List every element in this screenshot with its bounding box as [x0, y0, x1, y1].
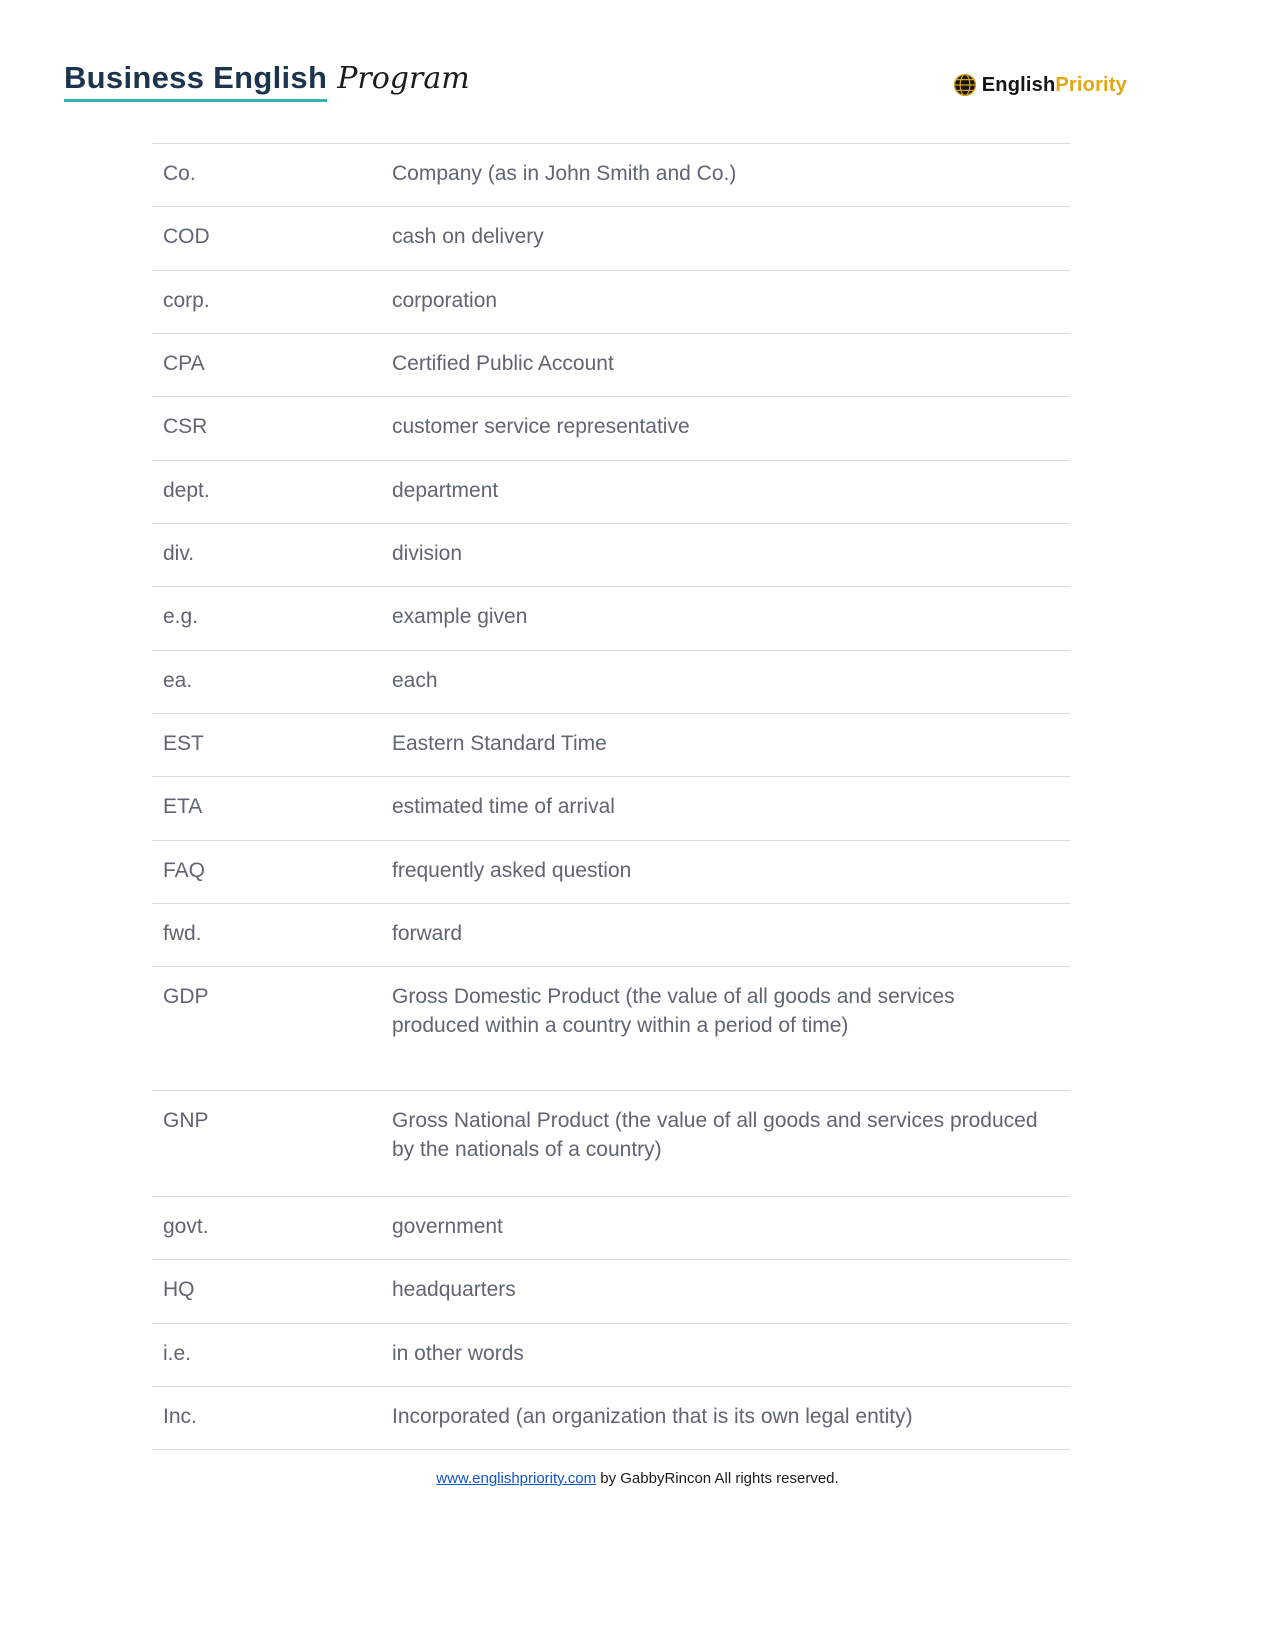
brand-script-word: Program	[337, 61, 470, 96]
abbreviation-cell: FAQ	[163, 858, 206, 882]
table-row	[152, 206, 1070, 269]
abbreviation-cell: ea.	[163, 668, 193, 692]
meaning-cell: cash on delivery	[392, 225, 544, 249]
meaning-cell: Certified Public Account	[392, 352, 614, 376]
abbreviation-cell: div.	[163, 542, 195, 566]
table-row	[152, 460, 1070, 523]
abbreviation-cell: ETA	[163, 795, 203, 819]
table-row	[152, 523, 1070, 586]
englishpriority-logo	[952, 72, 1127, 98]
table-row	[152, 396, 1070, 459]
abbreviation-cell: i.e.	[163, 1341, 192, 1365]
meaning-cell: frequently asked question	[392, 858, 632, 882]
meaning-cell: Gross Domestic Product (the value of all goods and services produced within a country within a period of time)	[392, 985, 955, 1037]
meaning-cell: example given	[392, 605, 528, 629]
table-row	[152, 270, 1070, 333]
abbreviation-cell: COD	[163, 225, 210, 249]
abbreviation-cell: corp.	[163, 288, 210, 312]
abbreviation-cell: GDP	[163, 985, 209, 1009]
table-row	[152, 1323, 1070, 1386]
table-row	[152, 1259, 1070, 1322]
meaning-cell: Eastern Standard Time	[392, 732, 607, 756]
meaning-cell: division	[392, 542, 463, 566]
table-row	[152, 1386, 1070, 1449]
abbreviation-cell: Co.	[163, 162, 196, 185]
meaning-cell: corporation	[392, 288, 498, 312]
meaning-cell: each	[392, 668, 438, 692]
abbreviation-cell: HQ	[163, 1278, 195, 1302]
meaning-cell: Incorporated (an organization that is its own legal entity)	[392, 1404, 913, 1428]
table-row	[152, 586, 1070, 649]
table-row	[152, 650, 1070, 713]
meaning-cell: Company (as in John Smith and Co.)	[392, 162, 737, 185]
abbreviations-table	[152, 143, 1070, 1450]
meaning-cell: estimated time of arrival	[392, 795, 615, 819]
table-row	[152, 1196, 1070, 1259]
brand-title: Business English	[64, 60, 327, 102]
abbreviation-cell: GNP	[163, 1109, 209, 1133]
abbreviation-cell: CPA	[163, 352, 205, 376]
page-footer	[0, 1470, 1275, 1487]
table-row	[152, 966, 1070, 1090]
meaning-cell: department	[392, 478, 499, 502]
table-row	[152, 143, 1070, 206]
abbreviation-cell: dept.	[163, 478, 210, 502]
table-row	[152, 333, 1070, 396]
abbreviation-cell: govt.	[163, 1214, 209, 1238]
table-row	[152, 840, 1070, 903]
meaning-cell: forward	[392, 922, 463, 946]
brand-name-priority: Priority	[1055, 73, 1127, 96]
globe-icon	[952, 72, 978, 98]
abbreviation-cell: CSR	[163, 415, 208, 439]
footer-link[interactable]: www.englishpriority.com	[436, 1470, 597, 1487]
table-row	[152, 1090, 1070, 1196]
abbreviation-cell: EST	[163, 732, 204, 756]
meaning-cell: Gross National Product (the value of all goods and services produced by the nationals of a country)	[392, 1109, 1038, 1161]
table-row	[152, 903, 1070, 966]
meaning-cell: government	[392, 1214, 503, 1238]
table-row	[152, 776, 1070, 839]
meaning-cell: customer service representative	[392, 415, 690, 439]
abbreviation-cell: fwd.	[163, 922, 202, 946]
business-english-program-logo	[64, 60, 470, 102]
table-row	[152, 713, 1070, 776]
abbreviation-cell: Inc.	[163, 1404, 197, 1428]
footer-text: by GabbyRincon All rights reserved.	[596, 1470, 839, 1487]
meaning-cell: headquarters	[392, 1278, 516, 1302]
abbreviation-cell: e.g.	[163, 605, 199, 629]
meaning-cell: in other words	[392, 1341, 524, 1365]
brand-name-english: English	[981, 73, 1056, 96]
